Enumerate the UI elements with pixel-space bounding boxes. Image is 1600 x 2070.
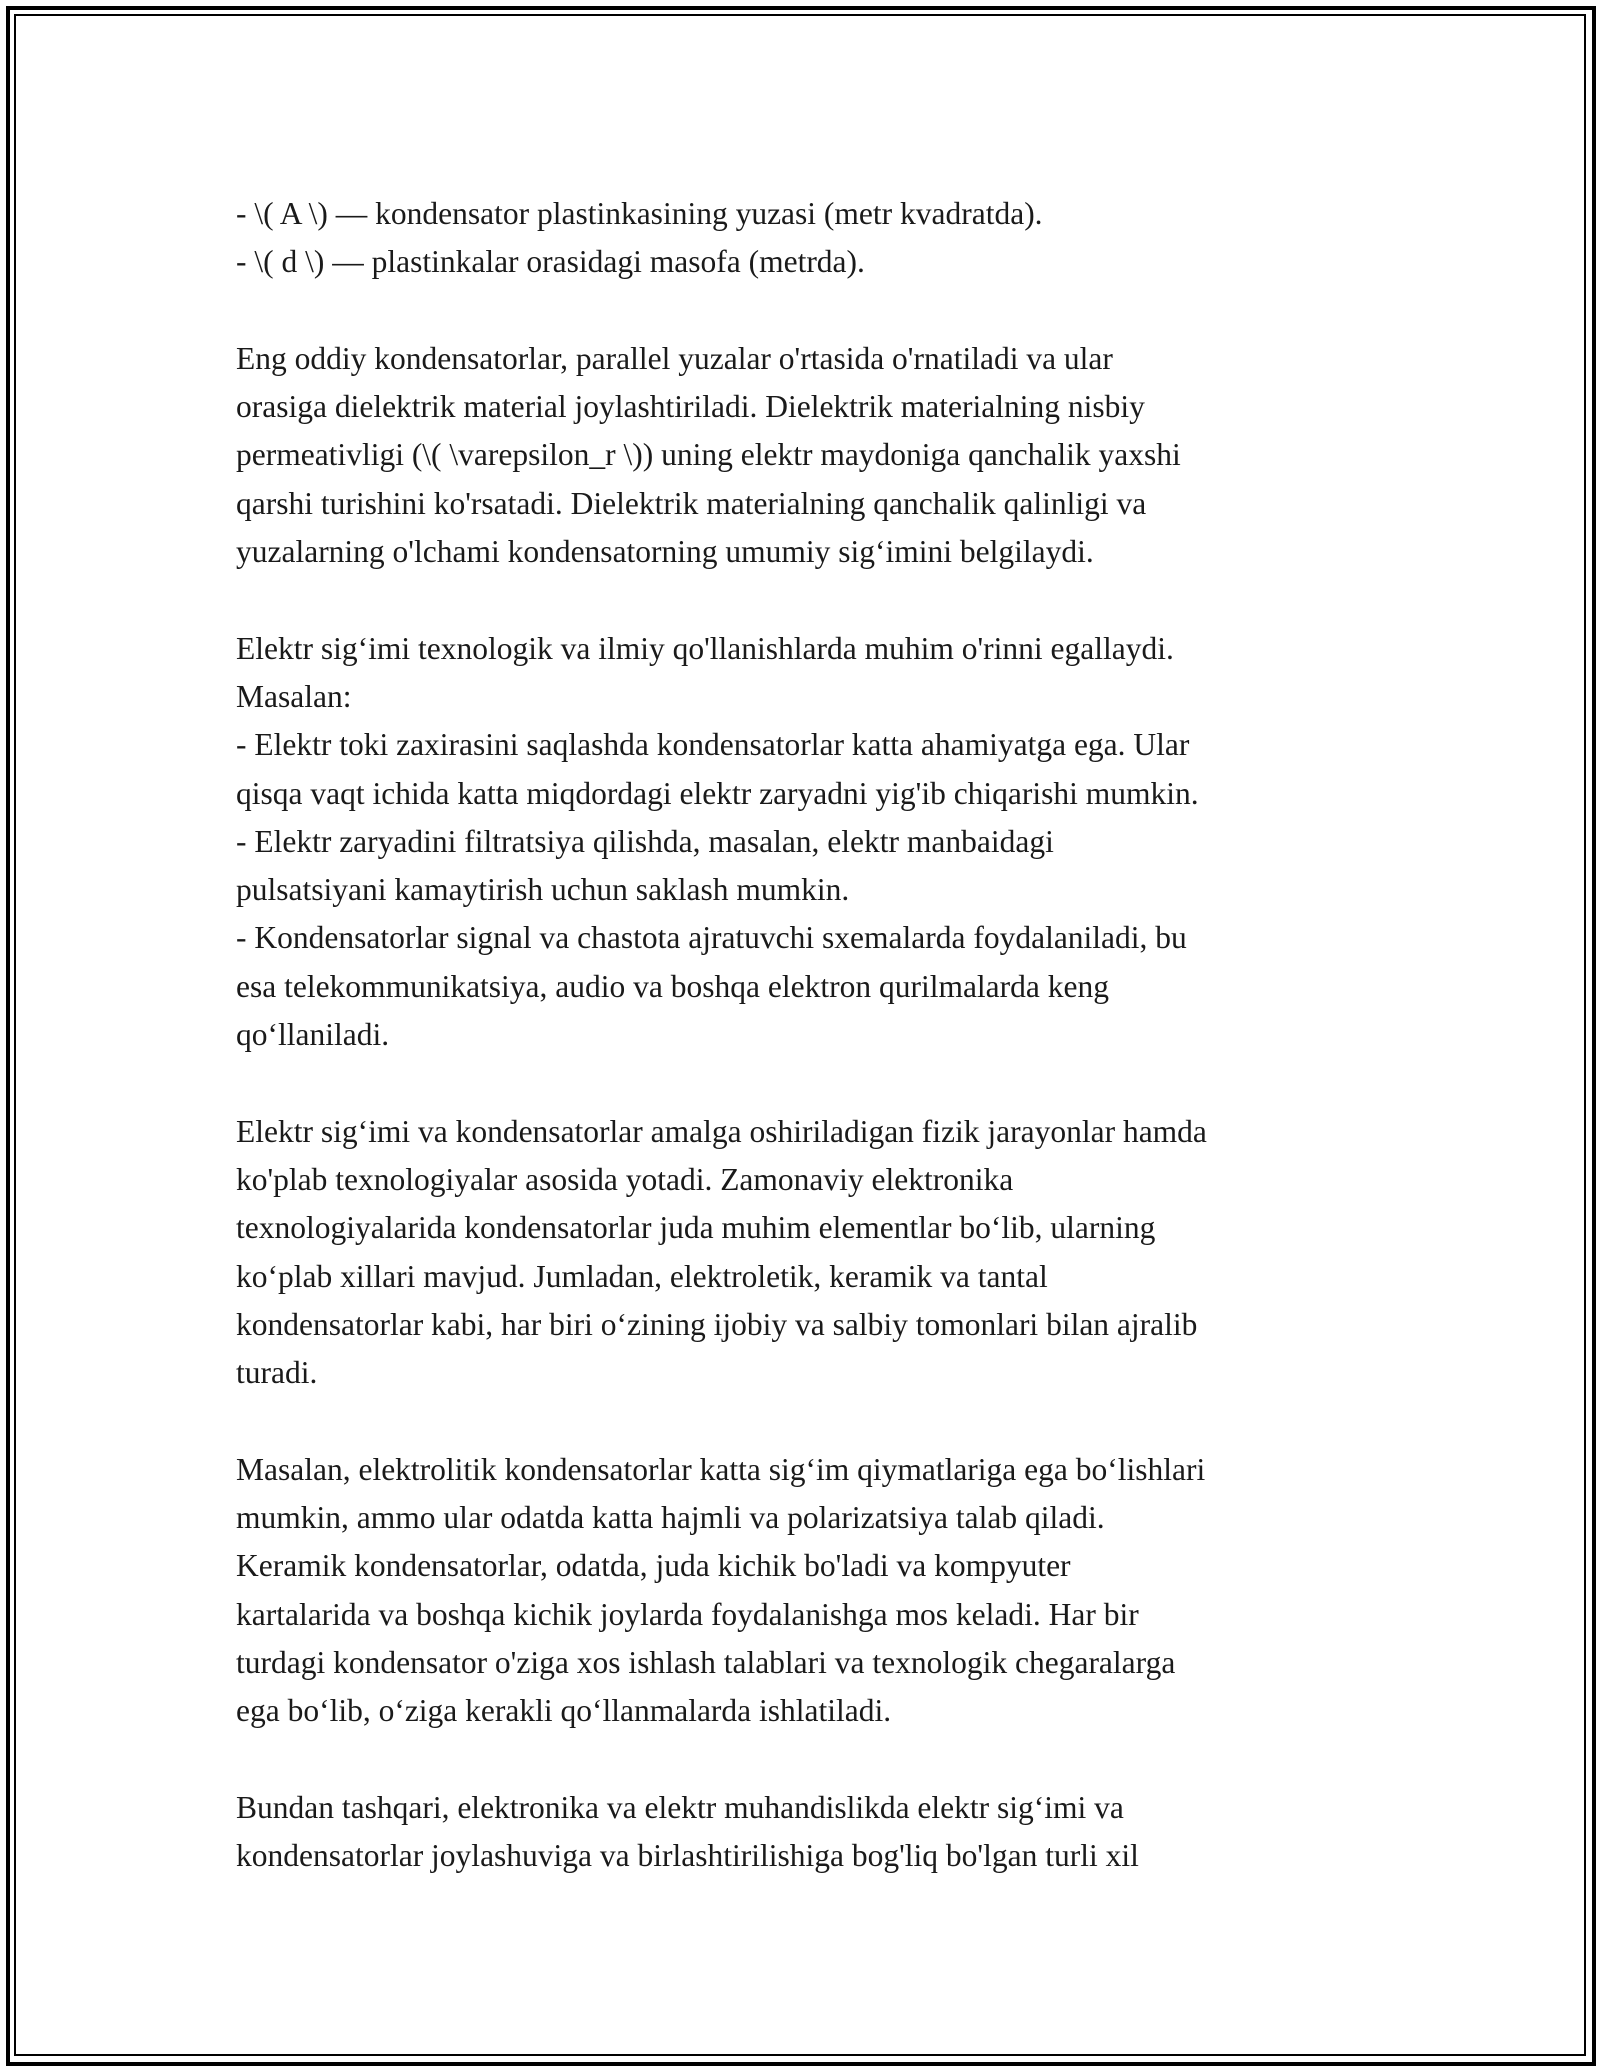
text-line: - \( A \) — kondensator plastinkasining yuzasi (metr kvadratda).	[236, 196, 1043, 231]
document-body	[236, 190, 1376, 1880]
text-line: ko'plab texnologiyalar asosida yotadi. Zamonaviy elektronika	[236, 1161, 1014, 1197]
text-line: qo‘llaniladi.	[236, 1017, 390, 1053]
text-line: mumkin, ammo ular odatda katta hajmli va polarizatsiya talab qiladi.	[236, 1500, 1105, 1536]
text-line: kartalarida va boshqa kichik joylarda foydalanishga mos keladi. Har bir	[236, 1596, 1139, 1632]
text-line: - Kondensatorlar signal va chastota ajratuvchi sxemalarda foydalaniladi, bu	[236, 920, 1187, 956]
paragraph	[236, 625, 1376, 1060]
text-line: qarshi turishini ko'rsatadi. Dielektrik materialning qanchalik qalinligi va	[236, 485, 1147, 521]
text-line: esa telekommunikatsiya, audio va boshqa elektron qurilmalarda keng	[236, 968, 1109, 1004]
paragraph-gap	[236, 1059, 1376, 1107]
paragraph-gap	[236, 576, 1376, 624]
text-line: Bundan tashqari, elektronika va elektr muhandislikda elektr sig‘imi va	[236, 1789, 1124, 1825]
text-line: turadi.	[236, 1355, 318, 1391]
text-line: Keramik kondensatorlar, odatda, juda kichik bo'ladi va kompyuter	[236, 1548, 1071, 1584]
text-line: yuzalarning o'lchami kondensatorning umumiy sig‘imini belgilaydi.	[236, 534, 1094, 570]
text-line: Elektr sig‘imi va kondensatorlar amalga oshiriladigan fizik jarayonlar hamda	[236, 1113, 1207, 1149]
paragraph	[236, 1446, 1376, 1736]
text-line: Masalan:	[236, 678, 352, 714]
text-line: ega bo‘lib, o‘ziga kerakli qo‘llanmalarda ishlatiladi.	[236, 1693, 892, 1729]
text-line: kondensatorlar kabi, har biri o‘zining ijobiy va salbiy tomonlari bilan ajralib	[236, 1306, 1198, 1342]
paragraph-gap	[236, 1397, 1376, 1445]
paragraph-gap	[236, 287, 1376, 335]
text-line: orasiga dielektrik material joylashtiriladi. Dielektrik materialning nisbiy	[236, 389, 1145, 425]
paragraph	[236, 1784, 1376, 1881]
text-line: Elektr sig‘imi texnologik va ilmiy qo'llanishlarda muhim o'rinni egallaydi.	[236, 630, 1174, 666]
text-line: ko‘plab xillari mavjud. Jumladan, elektroletik, keramik va tantal	[236, 1258, 1048, 1294]
paragraph	[236, 1108, 1376, 1398]
paragraph-gap	[236, 1736, 1376, 1784]
text-line: - \( d \) — plastinkalar orasidagi masofa (metrda).	[236, 244, 865, 280]
text-line: pulsatsiyani kamaytirish uchun saklash mumkin.	[236, 872, 850, 908]
text-line: permeativligi (\( \varepsilon_r \)) uning elektr maydoniga qanchalik yaxshi	[236, 437, 1181, 473]
text-line: Eng oddiy kondensatorlar, parallel yuzalar o'rtasida o'rnatiladi va ular	[236, 340, 1113, 376]
text-line: - Elektr toki zaxirasini saqlashda kondensatorlar katta ahamiyatga ega. Ular	[236, 727, 1190, 763]
text-line: texnologiyalarida kondensatorlar juda muhim elementlar bo‘lib, ularning	[236, 1210, 1156, 1246]
text-line: qisqa vaqt ichida katta miqdordagi elektr zaryadni yig'ib chiqarishi mumkin.	[236, 775, 1199, 811]
text-line: - Elektr zaryadini filtratsiya qilishda, masalan, elektr manbaidagi	[236, 823, 1054, 859]
paragraph	[236, 335, 1376, 576]
text-line: kondensatorlar joylashuviga va birlashtirilishiga bog'liq bo'lgan turli xil	[236, 1838, 1139, 1874]
text-line: turdagi kondensator o'ziga xos ishlash talablari va texnologik chegaralarga	[236, 1644, 1176, 1680]
paragraph	[236, 190, 1376, 287]
text-line: Masalan, elektrolitik kondensatorlar katta sig‘im qiymatlariga ega bo‘lishlari	[236, 1451, 1206, 1487]
